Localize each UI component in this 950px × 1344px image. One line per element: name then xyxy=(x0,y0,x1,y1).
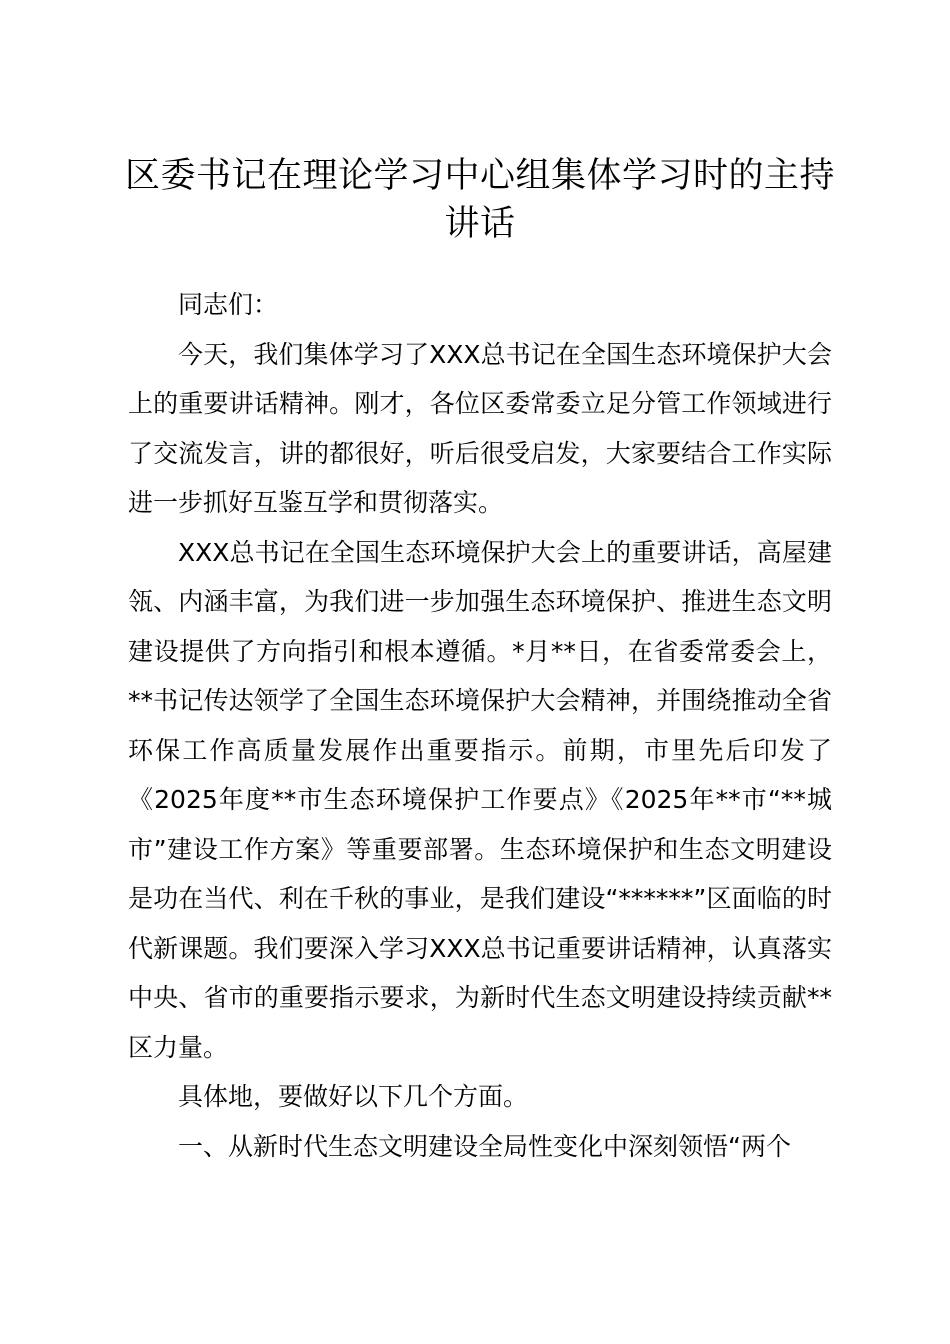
document-title: 区委书记在理论学习中心组集体学习时的主持讲话 xyxy=(124,156,835,244)
transition-paragraph: 具体地，要做好以下几个方面。 xyxy=(178,1082,529,1111)
opening-paragraph: 今天，我们集体学习了XXX总书记在全国生态环境保护大会上的重要讲话精神。刚才，各位区委常委立足分管工作领域进行了交流发言，讲的都很好，听后很受启发，大家要结合工作实际进一步抓好互鉴互学和贯彻落实。 xyxy=(128,339,832,517)
section-one-heading: 一、从新时代生态文明建设全局性变化中深刻领悟“两个 xyxy=(178,1131,791,1161)
speech-significance-paragraph: XXX总书记在全国生态环境保护大会上的重要讲话，高屋建瓴、内涵丰富，为我们进一步加强生态环境保护、推进生态文明建设提供了方向指引和根本遵循。*月**日，在省委常委会上，**书记传达领学了全国生态环境保护大会精神，并围绕推动全省环保工作高质量发展作出重要指示。前期，市里先后印发了《2025年度**市生态环境保护工作要点》《2025年**市“**城市”建设工作方案》等重要部署。生态环境保护和生态文明建设是功在当代、利在千秋的事业，是我们建设“******”区面临的时代新课题。我们要深入学习XXX总书记重要讲话精神，认真落实中央、省市的重要指示要求，为新时代生态文明建设持续贡献**区力量。 xyxy=(128,537,832,1062)
salutation-paragraph: 同志们： xyxy=(178,290,279,319)
document-body xyxy=(128,280,832,1171)
